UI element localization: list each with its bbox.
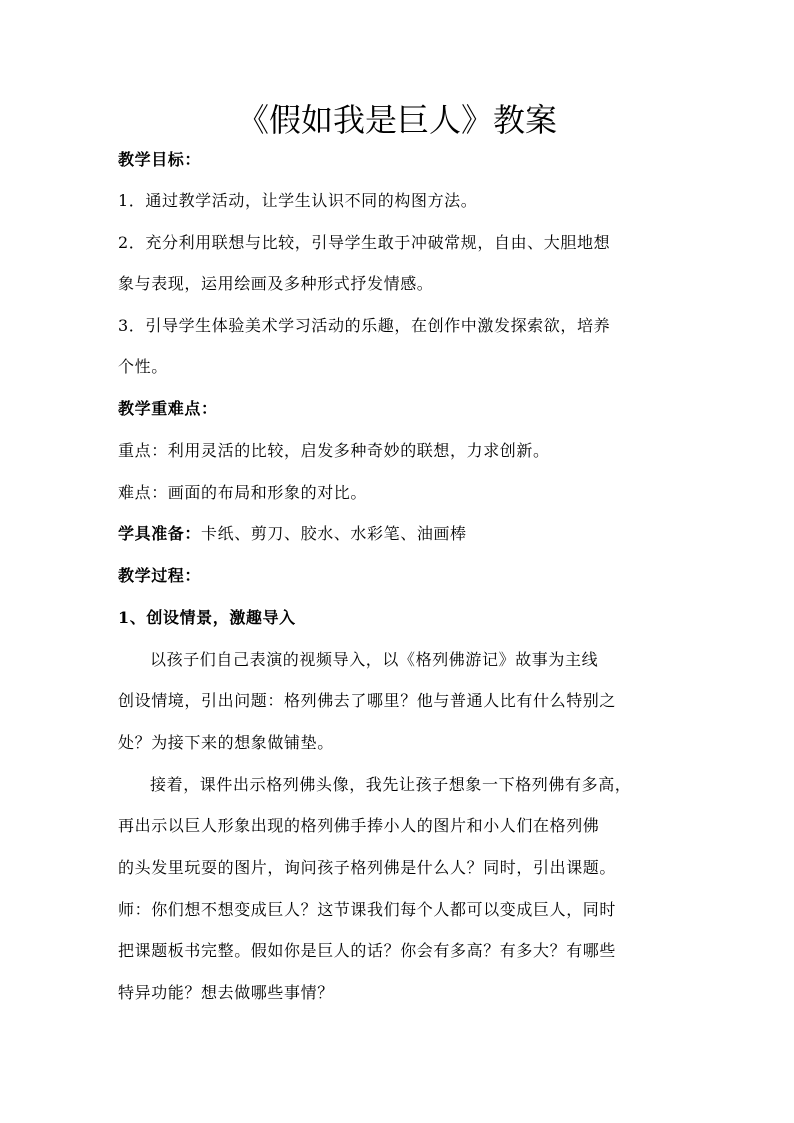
paragraph-2-line-6: 特异功能？想去做哪些事情？ [118,983,334,1002]
materials-items: 卡纸、剪刀、胶水、水彩笔、油画棒 [201,524,467,543]
process-heading: 教学过程： [118,566,202,585]
paragraph-2-line-1: 接着，课件出示格列佛头像，我先让孩子想象一下格列佛有多高， [150,775,632,794]
paragraph-2-line-2: 再出示以巨人形象出现的格列佛手捧小人的图片和小人们在格列佛 [118,816,600,835]
paragraph-2-line-5: 把课题板书完整。假如你是巨人的话？你会有多高？有多大？有哪些 [118,941,617,960]
goal-item-3-line-1: 3．引导学生体验美术学习活动的乐趣，在创作中激发探索欲，培养 [118,316,611,335]
goal-item-2-line-2: 象与表现，运用绘画及多种形式抒发情感。 [118,274,434,293]
key-points-heading: 教学重难点： [118,399,218,418]
document-title: 《假如我是巨人》教案 [236,101,557,139]
goal-item-2-line-1: 2．充分利用联想与比较，引导学生敢于冲破常规，自由、大胆地想 [118,233,611,252]
step-1-heading: 1、创设情景，激趣导入 [118,608,296,627]
paragraph-2-line-3: 的头发里玩耍的图片，询问孩子格列佛是什么人？同时，引出课题。 [118,858,617,877]
materials-label: 学具准备： [118,524,202,543]
paragraph-1-line-1: 以孩子们自己表演的视频导入，以《格列佛游记》故事为主线 [150,650,599,669]
paragraph-1-line-2: 创设情境，引出问题：格列佛去了哪里？他与普通人比有什么特别之 [118,691,617,710]
materials-line [118,523,684,545]
difficulty-point: 难点：画面的布局和形象的对比。 [118,483,368,502]
key-point: 重点：利用灵活的比较，启发多种奇妙的联想，力求创新。 [118,441,550,460]
goal-item-1: 1．通过教学活动，让学生认识不同的构图方法。 [118,191,478,210]
goal-item-3-line-2: 个性。 [118,357,168,376]
paragraph-1-line-3: 处？为接下来的想象做铺垫。 [118,733,334,752]
goals-heading: 教学目标： [118,150,202,169]
paragraph-2-line-4: 师：你们想不想变成巨人？这节课我们每个人都可以变成巨人，同时 [118,900,617,919]
